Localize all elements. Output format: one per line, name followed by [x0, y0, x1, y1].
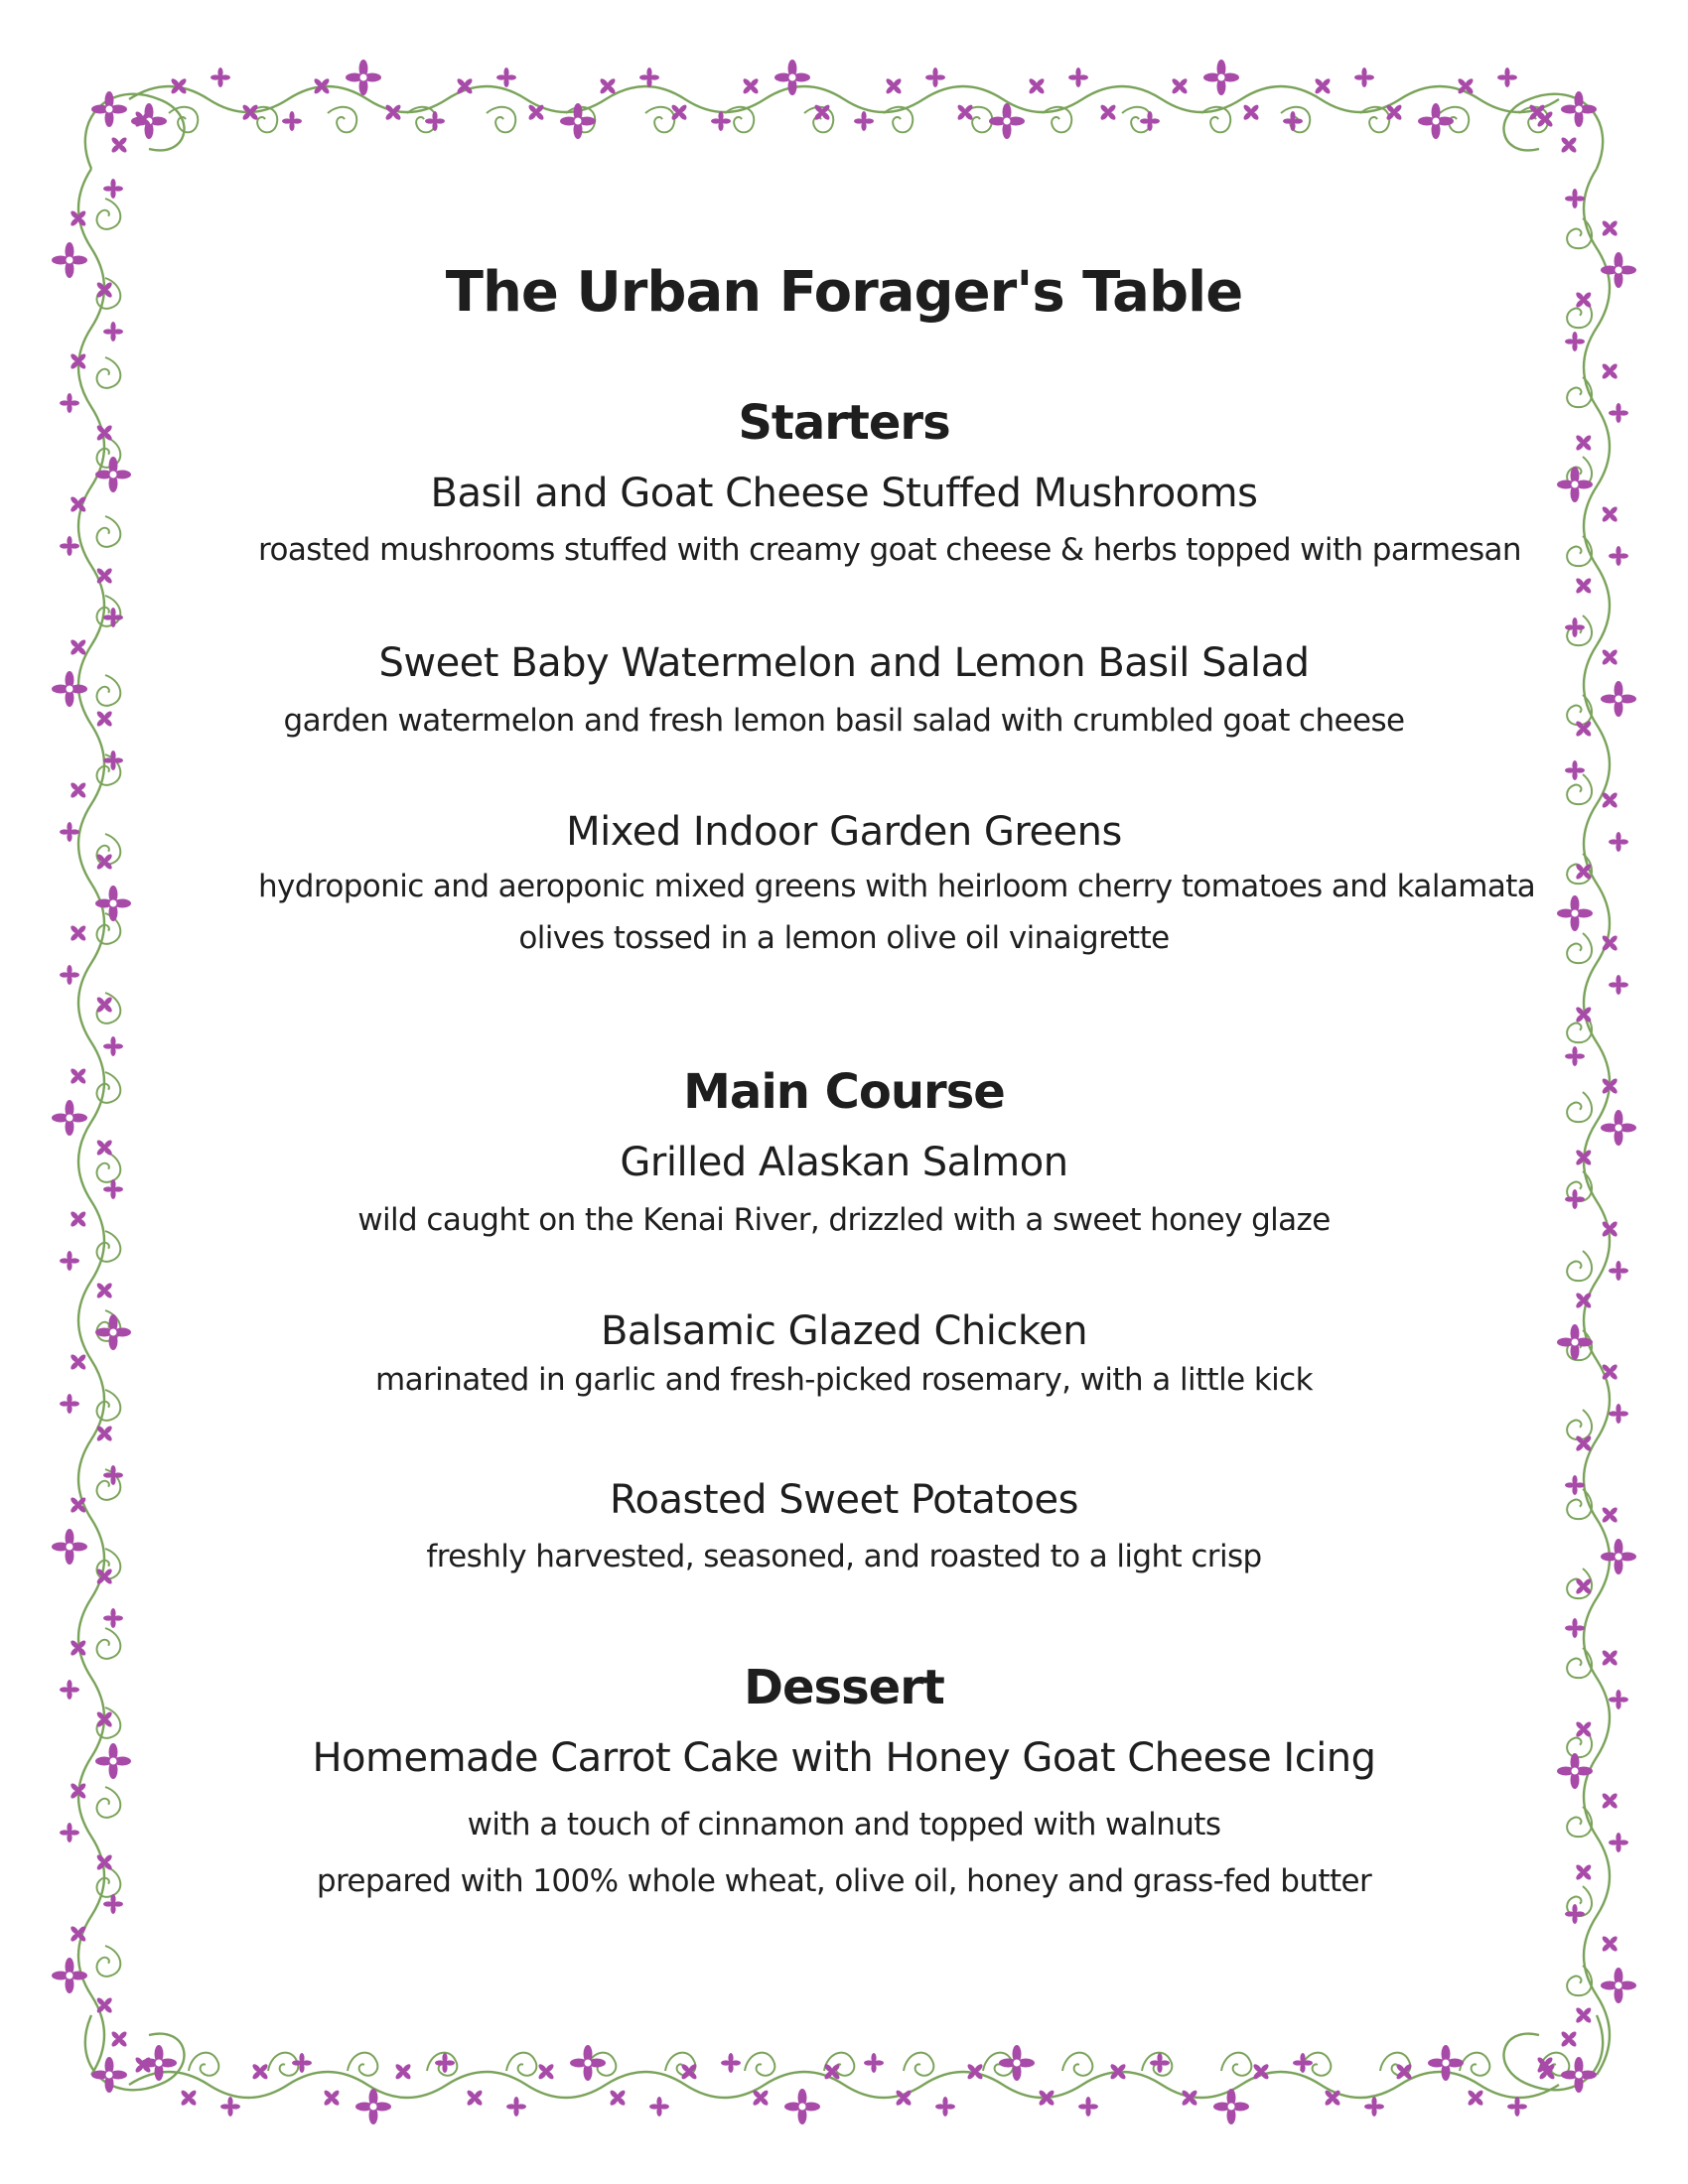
vine-curl — [483, 102, 519, 135]
restaurant-title: The Urban Forager's Table — [445, 260, 1243, 325]
flower-ornament — [1570, 2001, 1598, 2029]
vine-curl — [93, 514, 122, 549]
flower-ornament — [604, 2084, 632, 2112]
flower-ornament — [1601, 1110, 1636, 1146]
flower-ornament — [95, 1743, 131, 1779]
flower-ornament — [220, 2097, 240, 2116]
menu-item-name: Homemade Carrot Cake with Honey Goat Cheese Icing — [312, 1735, 1376, 1781]
flower-ornament — [1565, 760, 1585, 780]
flower-ornament — [1283, 111, 1303, 131]
menu-item-name: Sweet Baby Watermelon and Lemon Basil Salad — [378, 640, 1310, 686]
flower-ornament — [90, 991, 118, 1019]
flower-ornament — [1609, 1404, 1628, 1424]
flower-ornament — [65, 776, 92, 804]
flower-ornament — [1140, 111, 1160, 131]
vine-curl — [1277, 102, 1314, 135]
vine-curl — [1138, 2049, 1175, 2082]
flower-ornament — [425, 111, 445, 131]
vine-curl — [1566, 614, 1595, 648]
vine-curl — [93, 197, 122, 231]
flower-ornament — [1497, 68, 1517, 87]
flower-ornament — [65, 1920, 92, 1948]
menu-item-description: with a touch of cinnamon and topped with walnuts — [467, 1807, 1221, 1843]
vine-curl — [959, 102, 996, 135]
flower-ornament — [1601, 1968, 1636, 2003]
flower-ornament — [60, 393, 79, 413]
flower-ornament — [1609, 546, 1628, 566]
vine-curl — [344, 2049, 380, 2082]
menu-item-description: prepared with 100% whole wheat, olive oil, honey and grass-fed butter — [316, 1863, 1372, 1899]
flower-ornament — [1557, 1753, 1593, 1789]
flower-ornament — [246, 2058, 274, 2086]
flower-ornament — [52, 671, 87, 707]
flower-ornament — [65, 633, 92, 661]
flower-ornament — [65, 1205, 92, 1233]
flower-ornament — [60, 536, 79, 556]
flower-ornament — [1570, 572, 1598, 600]
flower-ornament — [721, 2053, 741, 2073]
flower-ornament — [1601, 681, 1636, 717]
flower-ornament — [1596, 500, 1623, 528]
flower-ornament — [91, 2057, 127, 2093]
vine-curl — [1566, 1249, 1595, 1284]
section-title-starters: Starters — [738, 395, 950, 451]
vine-stem — [1584, 169, 1610, 2075]
menu-item-description: garden watermelon and fresh lemon basil salad with crumbled goat cheese — [283, 703, 1405, 739]
flower-ornament — [1570, 858, 1598, 886]
vine-curl — [185, 2049, 221, 2082]
flower-ornament — [103, 1036, 123, 1056]
flower-ornament — [1561, 2057, 1597, 2093]
flower-ornament — [1570, 429, 1598, 457]
vine-curl — [93, 911, 122, 946]
flower-ornament — [1094, 98, 1122, 126]
vine-curl — [93, 1626, 122, 1661]
flower-ornament — [211, 68, 230, 87]
menu-item-description: freshly harvested, seasoned, and roasted to a light crisp — [426, 1539, 1262, 1574]
flower-ornament — [1319, 2084, 1346, 2112]
flower-ornament — [90, 1277, 118, 1304]
vine-curl — [900, 2049, 936, 2082]
flower-ornament — [1596, 1644, 1623, 1672]
flower-ornament — [1557, 1324, 1593, 1360]
flower-ornament — [60, 1823, 79, 1843]
flower-ornament — [1068, 68, 1088, 87]
flower-ornament — [52, 242, 87, 278]
vine-curl — [1566, 772, 1595, 807]
vine-curl — [1566, 1805, 1595, 1840]
flower-ornament — [1609, 1833, 1628, 1852]
flower-ornament — [1237, 98, 1265, 126]
flower-ornament — [90, 562, 118, 590]
flower-ornament — [1565, 1046, 1585, 1066]
vine-curl — [1566, 216, 1595, 251]
vine-curl — [264, 2049, 301, 2082]
flower-ornament — [1507, 2097, 1527, 2116]
flower-ornament — [1570, 1572, 1598, 1600]
flower-ornament — [1555, 2025, 1583, 2053]
flower-ornament — [103, 322, 123, 341]
flower-ornament — [282, 111, 302, 131]
flower-ornament — [1596, 1930, 1623, 1958]
flower-ornament — [1354, 68, 1374, 87]
flower-ornament — [1557, 467, 1593, 502]
vine-curl — [1566, 1090, 1595, 1125]
section-title-main-course: Main Course — [683, 1064, 1005, 1120]
flower-ornament — [594, 72, 622, 100]
flower-ornament — [65, 1062, 92, 1090]
flower-ornament — [649, 2097, 669, 2116]
vine-curl — [741, 2049, 777, 2082]
flower-ornament — [1166, 72, 1194, 100]
flower-ornament — [60, 1680, 79, 1700]
flower-ornament — [60, 965, 79, 985]
flower-ornament — [103, 179, 123, 199]
vine-curl — [324, 102, 360, 135]
flower-ornament — [925, 68, 945, 87]
flower-ornament — [951, 98, 979, 126]
flower-ornament — [774, 60, 810, 95]
vine-curl — [1217, 2049, 1254, 2082]
vine-curl — [93, 1229, 122, 1264]
vine-curl — [1058, 2049, 1095, 2082]
flower-ornament — [65, 490, 92, 518]
flower-ornament — [1364, 2097, 1384, 2116]
flower-ornament — [935, 2097, 955, 2116]
flower-ornament — [639, 68, 659, 87]
vine-curl — [1566, 931, 1595, 966]
vine-curl — [1566, 1964, 1595, 1998]
flower-ornament — [1203, 60, 1239, 95]
vine-curl — [1566, 1487, 1595, 1522]
vine-curl — [93, 1785, 122, 1820]
flower-ornament — [451, 72, 479, 100]
flower-ornament — [880, 72, 908, 100]
flower-ornament — [1596, 1358, 1623, 1386]
flower-ornament — [1565, 189, 1585, 208]
menu-item-name: Balsamic Glazed Chicken — [600, 1308, 1088, 1354]
flower-ornament — [818, 2058, 846, 2086]
vine-curl — [1566, 534, 1595, 569]
flower-ornament — [1570, 1858, 1598, 1886]
flower-ornament — [784, 2089, 820, 2124]
flower-ornament — [52, 1529, 87, 1565]
flower-ornament — [95, 1314, 131, 1350]
vine-curl — [93, 1070, 122, 1105]
flower-ornament — [175, 2084, 203, 2112]
flower-ornament — [711, 111, 731, 131]
flower-ornament — [1609, 403, 1628, 423]
flower-ornament — [91, 91, 127, 127]
vine-curl — [93, 594, 122, 628]
flower-ornament — [318, 2084, 346, 2112]
flower-ornament — [570, 2045, 606, 2081]
flower-ornament — [1596, 214, 1623, 242]
vine-curl — [423, 2049, 460, 2082]
section-title-dessert: Dessert — [744, 1660, 944, 1715]
vine-curl — [502, 2049, 539, 2082]
vine-curl — [93, 1467, 122, 1502]
vine-curl — [93, 355, 122, 390]
menu-item-description: olives tossed in a lemon olive oil vinaigrette — [518, 920, 1170, 956]
flower-ornament — [1596, 643, 1623, 671]
vine-curl — [93, 1944, 122, 1979]
flower-ornament — [461, 2084, 489, 2112]
flower-ornament — [52, 1100, 87, 1136]
flower-ornament — [1565, 332, 1585, 351]
menu-item-description: wild caught on the Kenai River, drizzled with a sweet honey glaze — [357, 1202, 1331, 1238]
flower-ornament — [60, 1394, 79, 1414]
flower-ornament — [52, 1958, 87, 1993]
flower-ornament — [1561, 91, 1597, 127]
menu-item-description: roasted mushrooms stuffed with creamy goat cheese & herbs topped with parmesan — [258, 532, 1521, 568]
vine-stem — [129, 86, 1559, 112]
flower-ornament — [90, 1991, 118, 2019]
flower-ornament — [1557, 895, 1593, 931]
flower-ornament — [1601, 252, 1636, 288]
flower-ornament — [103, 1608, 123, 1628]
flower-ornament — [105, 2025, 133, 2053]
flower-ornament — [1609, 1690, 1628, 1709]
flower-ornament — [105, 131, 133, 159]
vine-curl — [93, 752, 122, 787]
flower-ornament — [737, 72, 765, 100]
flower-ornament — [1609, 832, 1628, 852]
flower-ornament — [292, 2053, 312, 2073]
vine-curl — [1566, 375, 1595, 410]
flower-ornament — [60, 822, 79, 842]
vine-curl — [93, 673, 122, 708]
flower-ornament — [522, 98, 550, 126]
vine-curl — [93, 1308, 122, 1343]
menu-item-name: Grilled Alaskan Salmon — [620, 1140, 1068, 1185]
menu-item-name: Mixed Indoor Garden Greens — [566, 809, 1122, 855]
menu-item-description: hydroponic and aeroponic mixed greens with heirloom cherry tomatoes and kalamata — [258, 869, 1536, 904]
flower-ornament — [95, 886, 131, 921]
menu-item-name: Basil and Goat Cheese Stuffed Mushrooms — [430, 471, 1258, 516]
flower-ornament — [1078, 2097, 1098, 2116]
menu-item-name: Roasted Sweet Potatoes — [610, 1477, 1078, 1523]
menu-item-description: marinated in garlic and fresh-picked rosemary, with a little kick — [375, 1362, 1313, 1398]
vine-curl — [93, 1388, 122, 1423]
flower-ornament — [60, 1251, 79, 1271]
vine-curl — [1566, 1646, 1595, 1681]
flower-ornament — [864, 2053, 884, 2073]
flower-ornament — [131, 103, 167, 139]
flower-ornament — [1023, 72, 1051, 100]
flower-ornament — [560, 103, 596, 139]
flower-ornament — [1609, 975, 1628, 995]
flower-ornament — [1555, 131, 1583, 159]
flower-ornament — [1601, 1539, 1636, 1574]
flower-ornament — [1565, 1475, 1585, 1495]
flower-ornament — [496, 68, 516, 87]
flower-ornament — [1596, 357, 1623, 385]
flower-ornament — [389, 2058, 417, 2086]
flower-ornament — [1596, 1787, 1623, 1815]
flower-ornament — [65, 919, 92, 947]
flower-ornament — [854, 111, 874, 131]
flower-ornament — [506, 2097, 526, 2116]
flower-ornament — [95, 457, 131, 492]
flower-ornament — [1609, 1261, 1628, 1281]
flower-ornament — [1565, 1618, 1585, 1638]
